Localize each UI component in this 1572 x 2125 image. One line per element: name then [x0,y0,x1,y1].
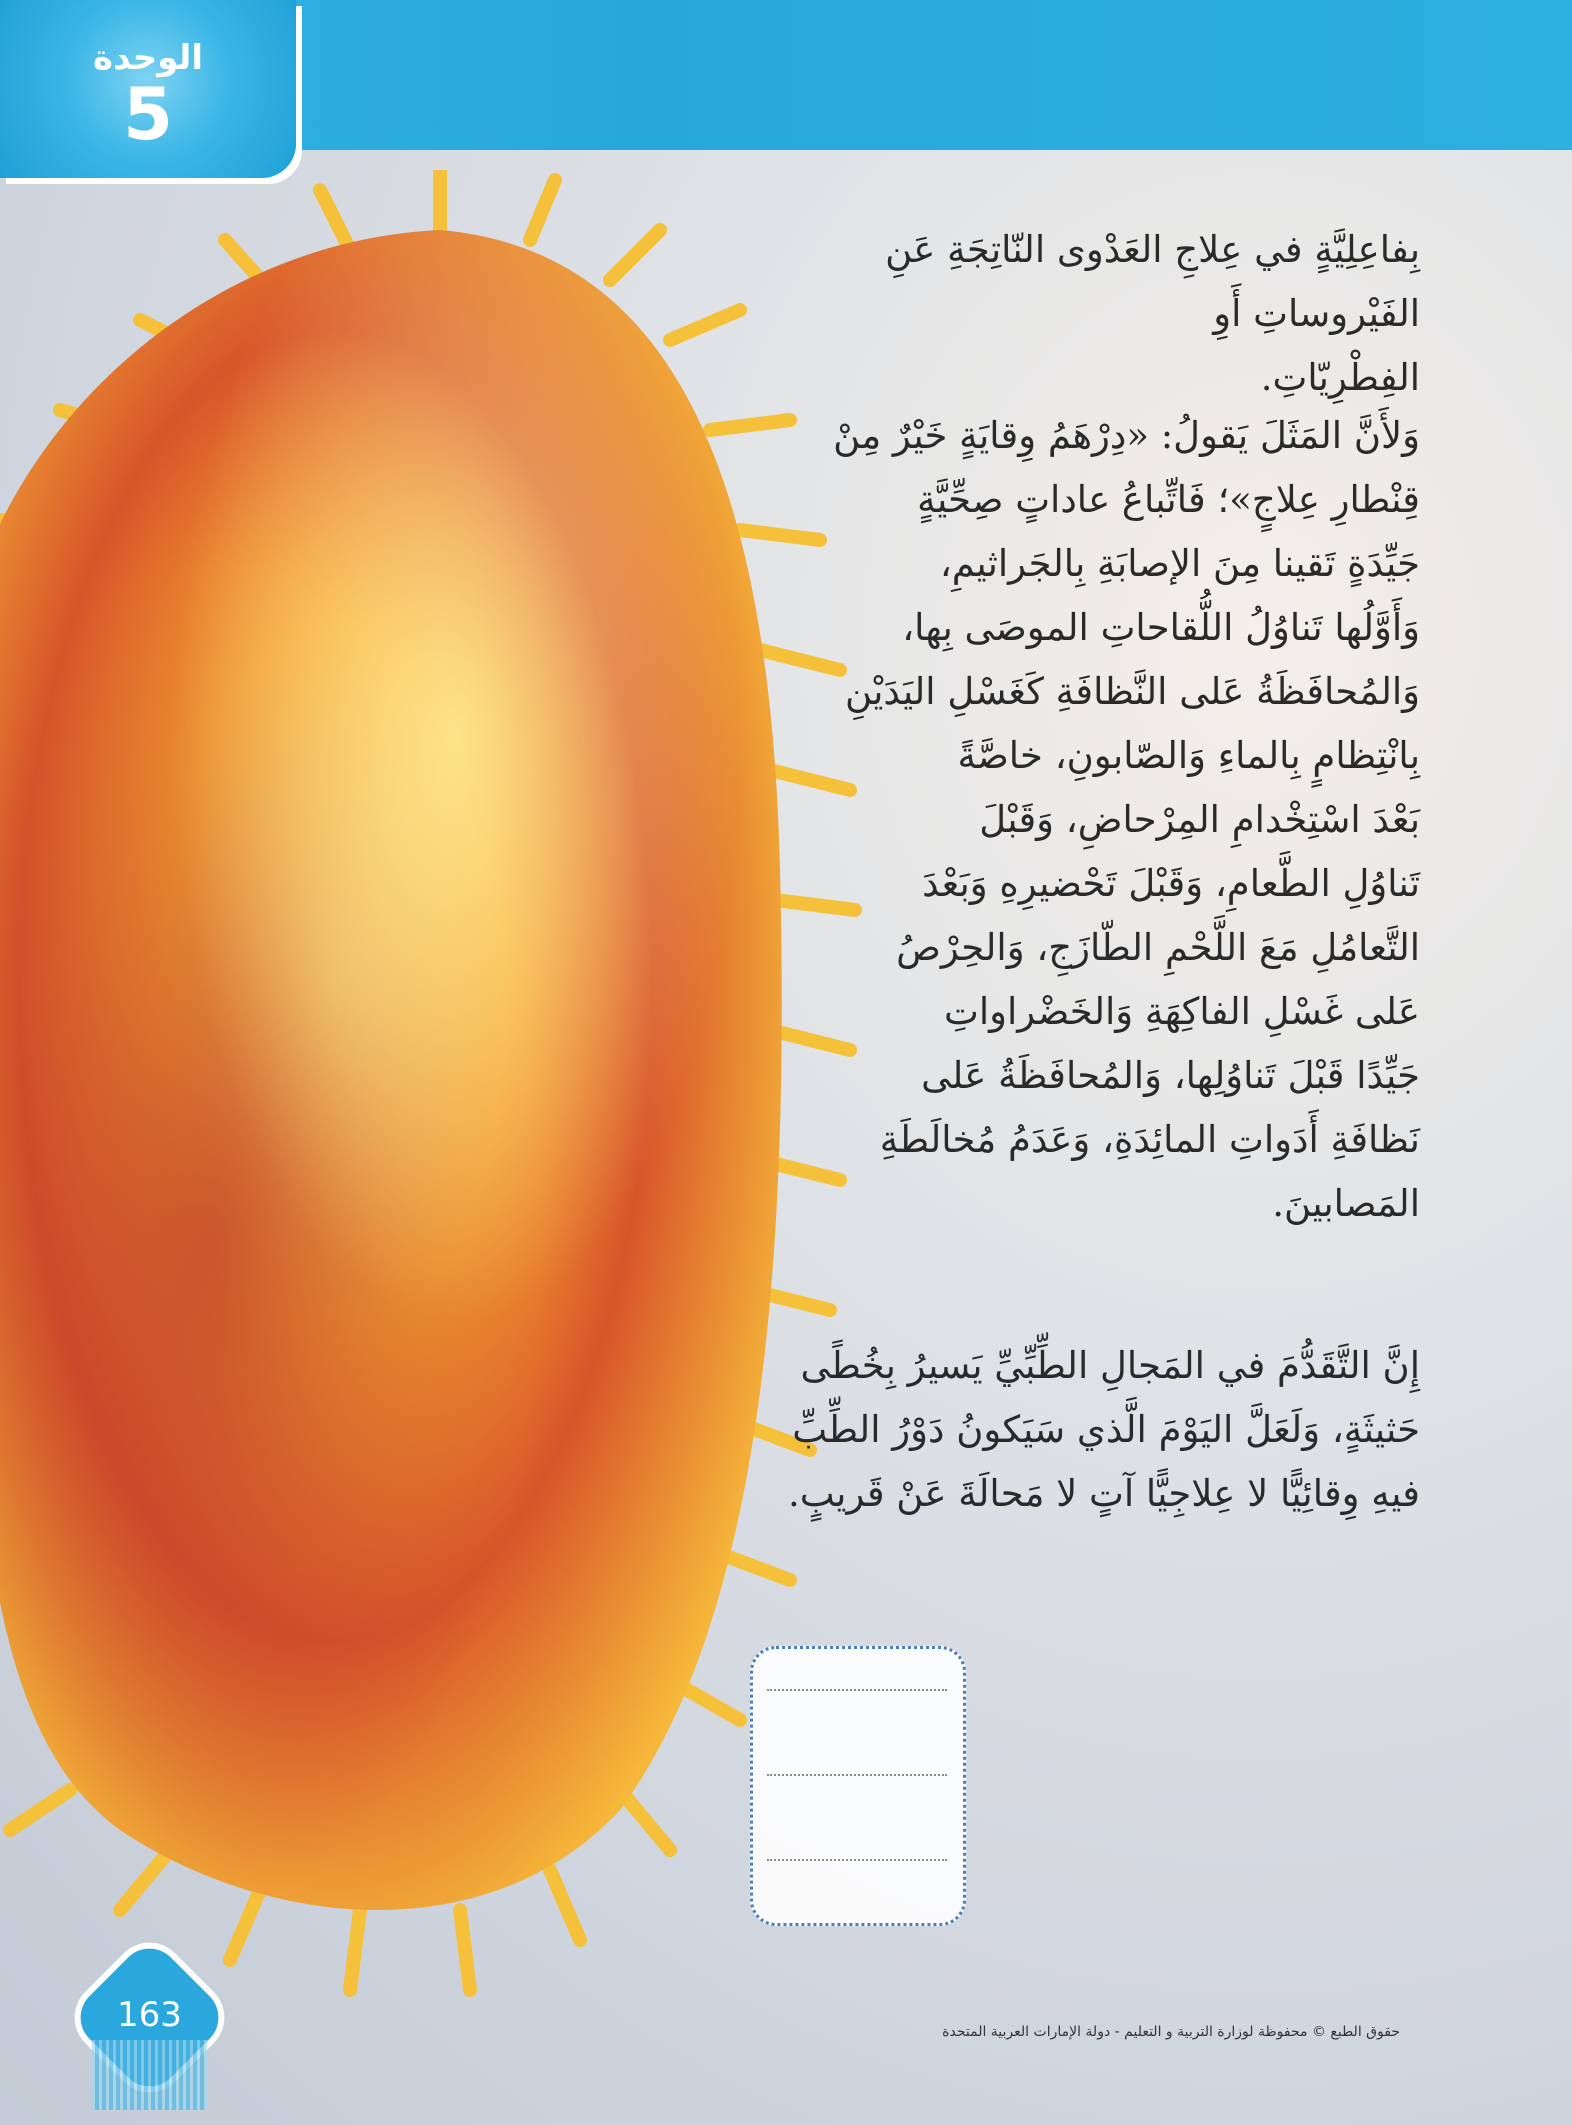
text-line: إِنَّ التَّقَدُّمَ في المَجالِ الطِّبِّيِّ يَسيرُ بِخُطًى [800,1344,1420,1387]
text-line: قِنْطارِ عِلاجٍ»؛ فَاتِّباعُ عاداتٍ صِحِّيَّةٍ [917,478,1420,521]
paragraph-3 [720,1334,1420,1526]
note-line [767,1774,947,1776]
unit-tab [0,0,296,178]
paragraph-1 [720,218,1420,410]
text-line: وَلأَنَّ المَثَلَ يَقولُ: «دِرْهَمُ وِقايَةٍ خَيْرٌ مِنْ [833,414,1420,457]
text-line: جَيِّدًا قَبْلَ تَناوُلِها، وَالمُحافَظَةُ عَلى [921,1054,1420,1097]
text-line: فيهِ وِقائِيًّا لا عِلاجِيًّا آتٍ لا مَحالَةَ عَنْ قَريبٍ. [788,1472,1420,1515]
text-line: جَيِّدَةٍ تَقينا مِنَ الإصابَةِ بِالجَراثيمِ، [939,542,1420,585]
notes-box[interactable] [750,1646,966,1926]
text-line: تَناوُلِ الطَّعامِ، وَقَبْلَ تَحْضيرِهِ وَبَعْدَ [922,862,1420,905]
paragraph-2 [720,404,1420,1236]
text-line: نَظافَةِ أَدَواتِ المائِدَةِ، وَعَدَمُ مُخالَطَةِ [879,1118,1420,1161]
text-line: وَأَوَّلُها تَناوُلُ اللُّقاحاتِ الموصَى بِها، [902,606,1420,649]
page-number: 163 [117,1995,182,2035]
note-line [767,1689,947,1691]
text-line: حَثيثَةٍ، وَلَعَلَّ اليَوْمَ الَّذي سَيَكونُ دَوْرُ الطِّبِّ [792,1408,1420,1451]
text-line: المَصابينَ. [1272,1182,1420,1225]
text-line: وَالمُحافَظَةُ عَلى النَّظافَةِ كَغَسْلِ اليَدَيْنِ [844,670,1420,713]
text-line: الفِطْرِيّاتِ. [1260,356,1420,399]
text-line: التَّعامُلِ مَعَ اللَّحْمِ الطّازَجِ، وَالحِرْصُ [896,926,1420,969]
unit-label: الوحدة [93,38,203,78]
text-line: عَلى غَسْلِ الفاكِهَةِ وَالخَضْراواتِ [944,990,1420,1033]
badge-fringe [92,2040,207,2110]
text-line: بَعْدَ اسْتِخْدامِ المِرْحاضِ، وَقَبْلَ [979,798,1420,841]
copyright-notice: حقوق الطبع © محفوظة لوزارة التربية و التعليم - دولة الإمارات العربية المتحدة [942,2024,1400,2040]
note-line [767,1859,947,1861]
text-line: بِفاعِلِيَّةٍ في عِلاجِ العَدْوى النّاتِجَةِ عَنِ الفَيْروساتِ أَوِ [885,228,1420,335]
unit-number: 5 [122,72,174,156]
text-line: بِانْتِظامٍ بِالماءِ وَالصّابونِ، خاصَّةً [957,734,1420,777]
